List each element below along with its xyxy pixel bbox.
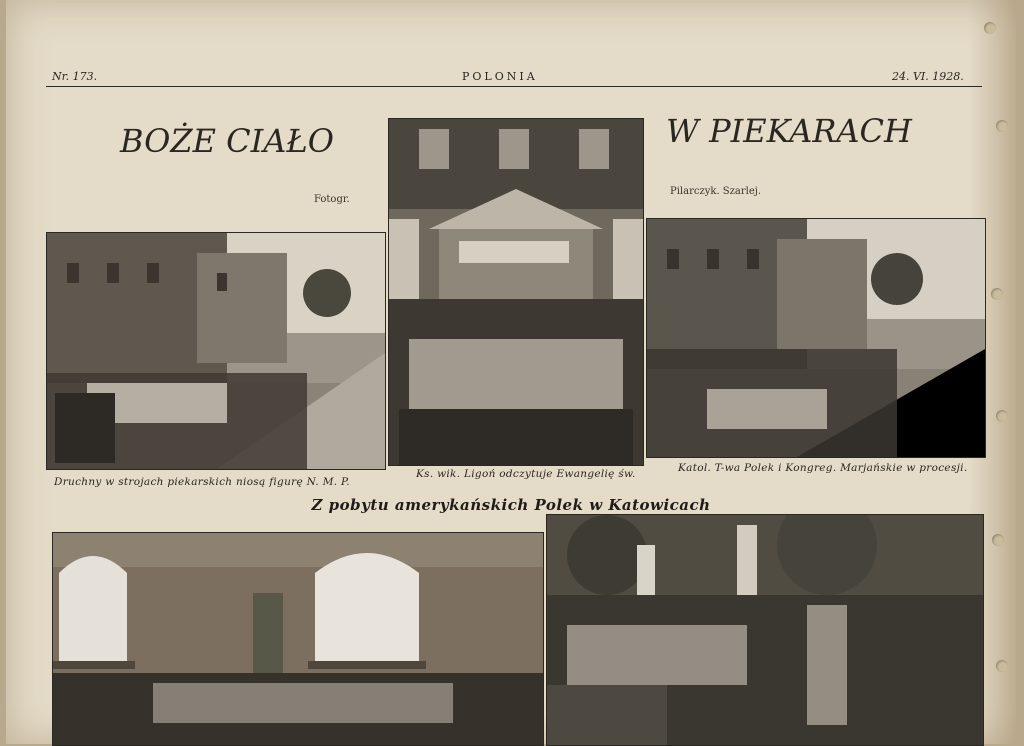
caption-photo-3: Katol. T-wa Polek i Kongreg. Marjańskie w procesji. xyxy=(678,462,968,474)
newspaper-page xyxy=(6,0,1016,744)
photo-group-with-flags xyxy=(546,514,984,746)
binding-hole xyxy=(996,410,1008,422)
magazine-name: POLONIA xyxy=(462,70,538,83)
binding-hole xyxy=(996,660,1008,672)
title-left: BOŻE CIAŁO xyxy=(120,122,334,160)
photo-procession-street-right xyxy=(646,218,986,458)
section-heading: Z pobytu amerykańskich Polek w Katowicach xyxy=(311,496,711,514)
binding-hole xyxy=(992,534,1004,546)
photo-procession-street-left xyxy=(46,232,386,470)
photo-altar-gospel xyxy=(388,118,644,466)
photo-credit-right: Pilarczyk. Szarlej. xyxy=(670,186,762,197)
caption-photo-2: Ks. wik. Ligoń odczytuje Ewangelię św. xyxy=(416,468,636,480)
photo-credit-left: Fotogr. xyxy=(314,194,350,205)
binding-hole xyxy=(996,120,1008,132)
issue-date: 24. VI. 1928. xyxy=(892,70,964,83)
binding-hole xyxy=(991,288,1003,300)
header-rule xyxy=(46,86,982,87)
caption-photo-1: Druchny w strojach piekarskich niosą figurę N. M. P. xyxy=(54,476,350,488)
binding-hole xyxy=(984,22,996,34)
title-right: W PIEKARACH xyxy=(666,112,912,150)
issue-number: Nr. 173. xyxy=(52,70,98,83)
photo-group-brick-building xyxy=(52,532,544,746)
